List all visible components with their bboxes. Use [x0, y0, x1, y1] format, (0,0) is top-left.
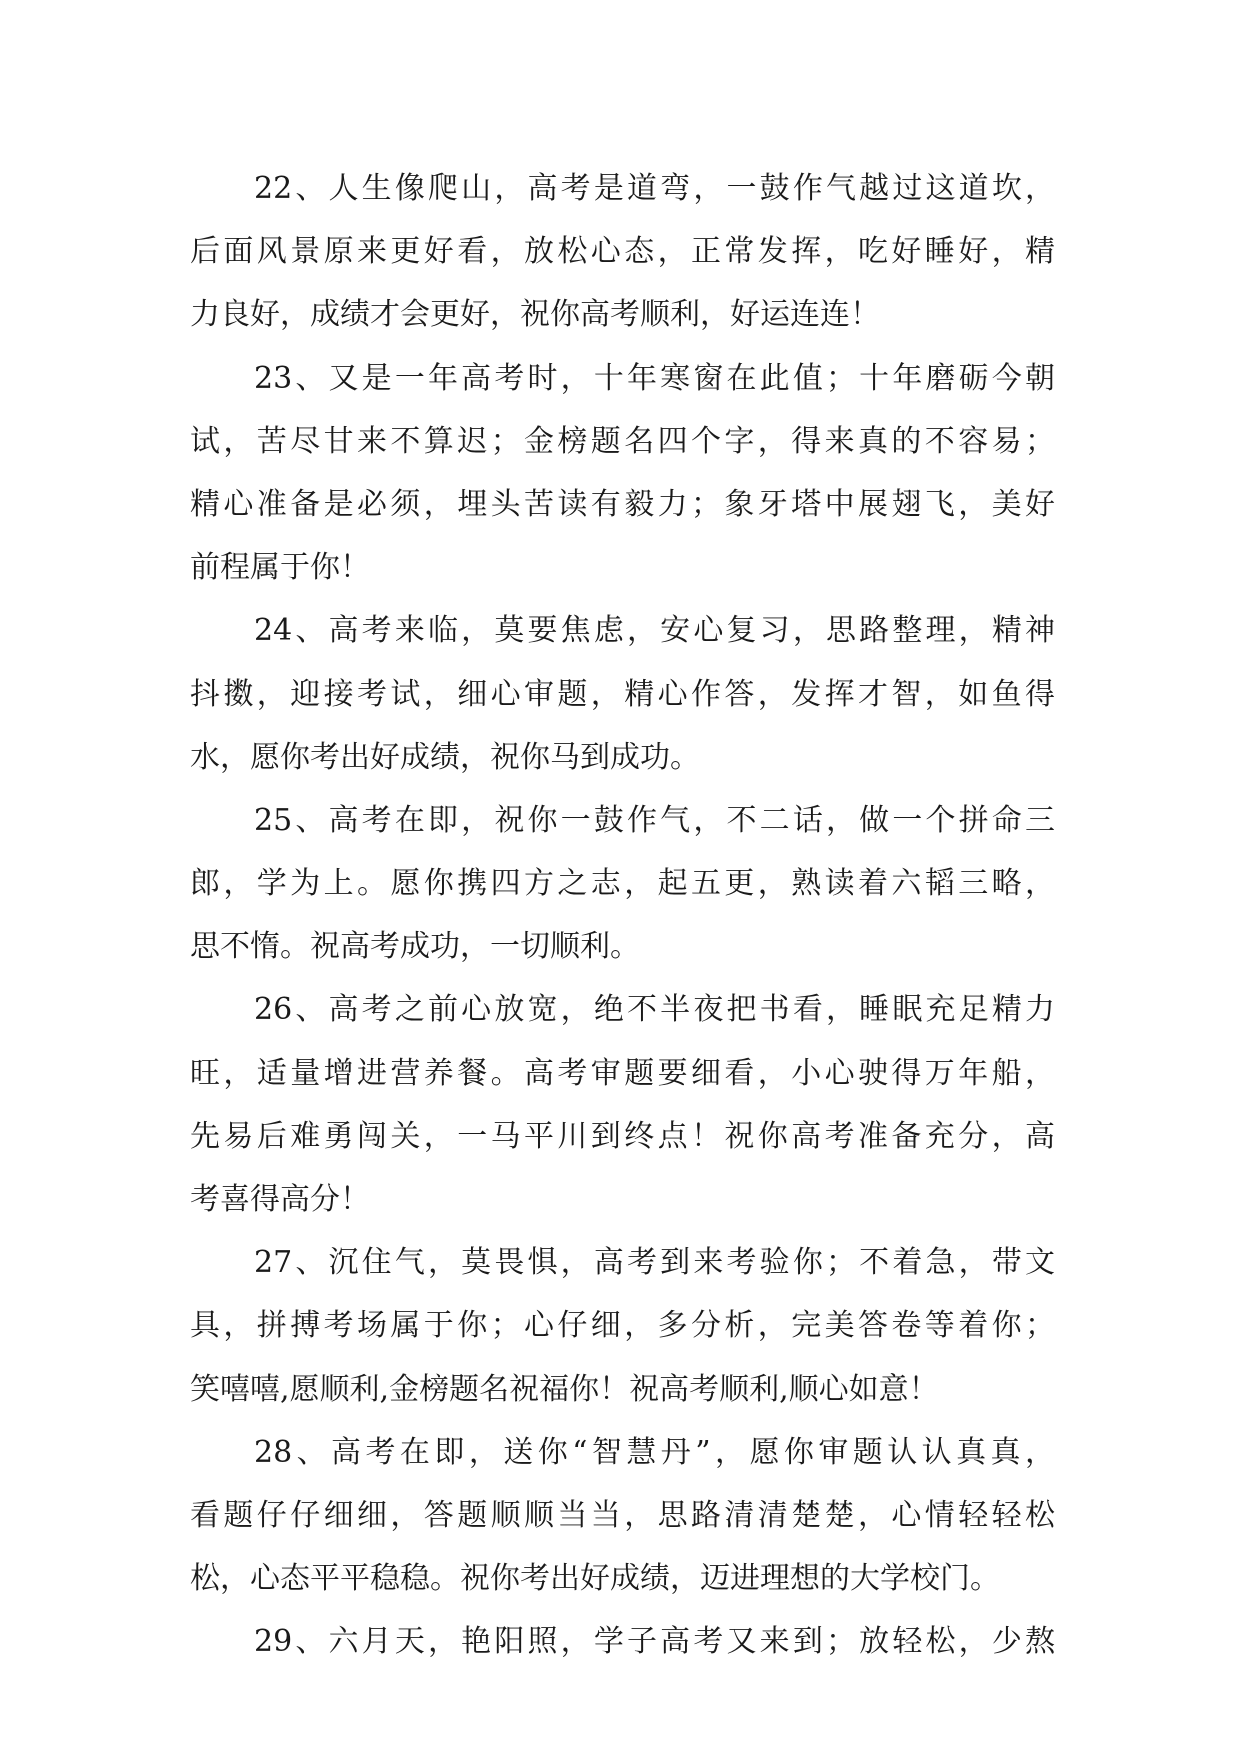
text-line: 25、高考在即，祝你一鼓作气，不二话，做一个拼命三	[254, 802, 1055, 838]
text-line: 前程属于你！	[190, 550, 370, 586]
paragraph	[190, 1231, 1055, 1421]
text-line: 27、沉住气，莫畏惧，高考到来考验你；不着急，带文	[254, 1245, 1055, 1281]
text-line: 先易后难勇闯关，一马平川到终点！祝你高考准备充分，高	[190, 1118, 1055, 1154]
paragraph	[190, 978, 1055, 1231]
text-line: 26、高考之前心放宽，绝不半夜把书看，睡眠充足精力	[254, 992, 1055, 1028]
text-line: 旺，适量增进营养餐。高考审题要细看，小心驶得万年船，	[190, 1055, 1055, 1091]
text-line: 笑嘻嘻,愿顺利,金榜题名祝福你！祝高考顺利,顺心如意！	[190, 1371, 939, 1407]
text-line: 看题仔仔细细，答题顺顺当当，思路清清楚楚，心情轻轻松	[190, 1497, 1055, 1533]
text-line: 23、又是一年高考时，十年寒窗在此值；十年磨砺今朝	[254, 360, 1055, 396]
text-line: 22、人生像爬山，高考是道弯，一鼓作气越过这道坎，	[254, 171, 1055, 206]
text-line: 水，愿你考出好成绩，祝你马到成功。	[190, 739, 700, 775]
text-line: 具，拼搏考场属于你；心仔细，多分析，完美答卷等着你；	[190, 1308, 1055, 1344]
paragraph	[190, 347, 1055, 600]
document-page	[190, 157, 1055, 1674]
text-line: 力良好，成绩才会更好，祝你高考顺利，好运连连！	[190, 297, 880, 333]
text-line: 郎，学为上。愿你携四方之志，起五更，熟读着六韬三略，	[190, 866, 1055, 902]
text-line: 24、高考来临，莫要焦虑，安心复习，思路整理，精神	[254, 613, 1055, 649]
paragraph	[190, 789, 1055, 979]
text-line: 后面风景原来更好看，放松心态，正常发挥，吃好睡好，精	[190, 234, 1055, 270]
paragraph	[190, 157, 1055, 347]
paragraph	[190, 599, 1055, 789]
text-line: 29、六月天，艳阳照，学子高考又来到；放轻松，少熬	[254, 1624, 1055, 1660]
text-line: 抖擞，迎接考试，细心审题，精心作答，发挥才智，如鱼得	[190, 676, 1055, 712]
text-line: 考喜得高分！	[190, 1182, 370, 1217]
text-line: 试，苦尽甘来不算迟；金榜题名四个字，得来真的不容易；	[190, 423, 1055, 459]
paragraph	[190, 1421, 1055, 1611]
paragraph	[190, 1610, 1055, 1673]
text-line: 思不惰。祝高考成功，一切顺利。	[190, 929, 640, 965]
text-line: 28、高考在即，送你“智慧丹”，愿你审题认认真真，	[254, 1434, 1055, 1470]
text-line: 精心准备是必须，埋头苦读有毅力；象牙塔中展翅飞，美好	[190, 486, 1055, 522]
text-line: 松，心态平平稳稳。祝你考出好成绩，迈进理想的大学校门。	[190, 1561, 1000, 1597]
